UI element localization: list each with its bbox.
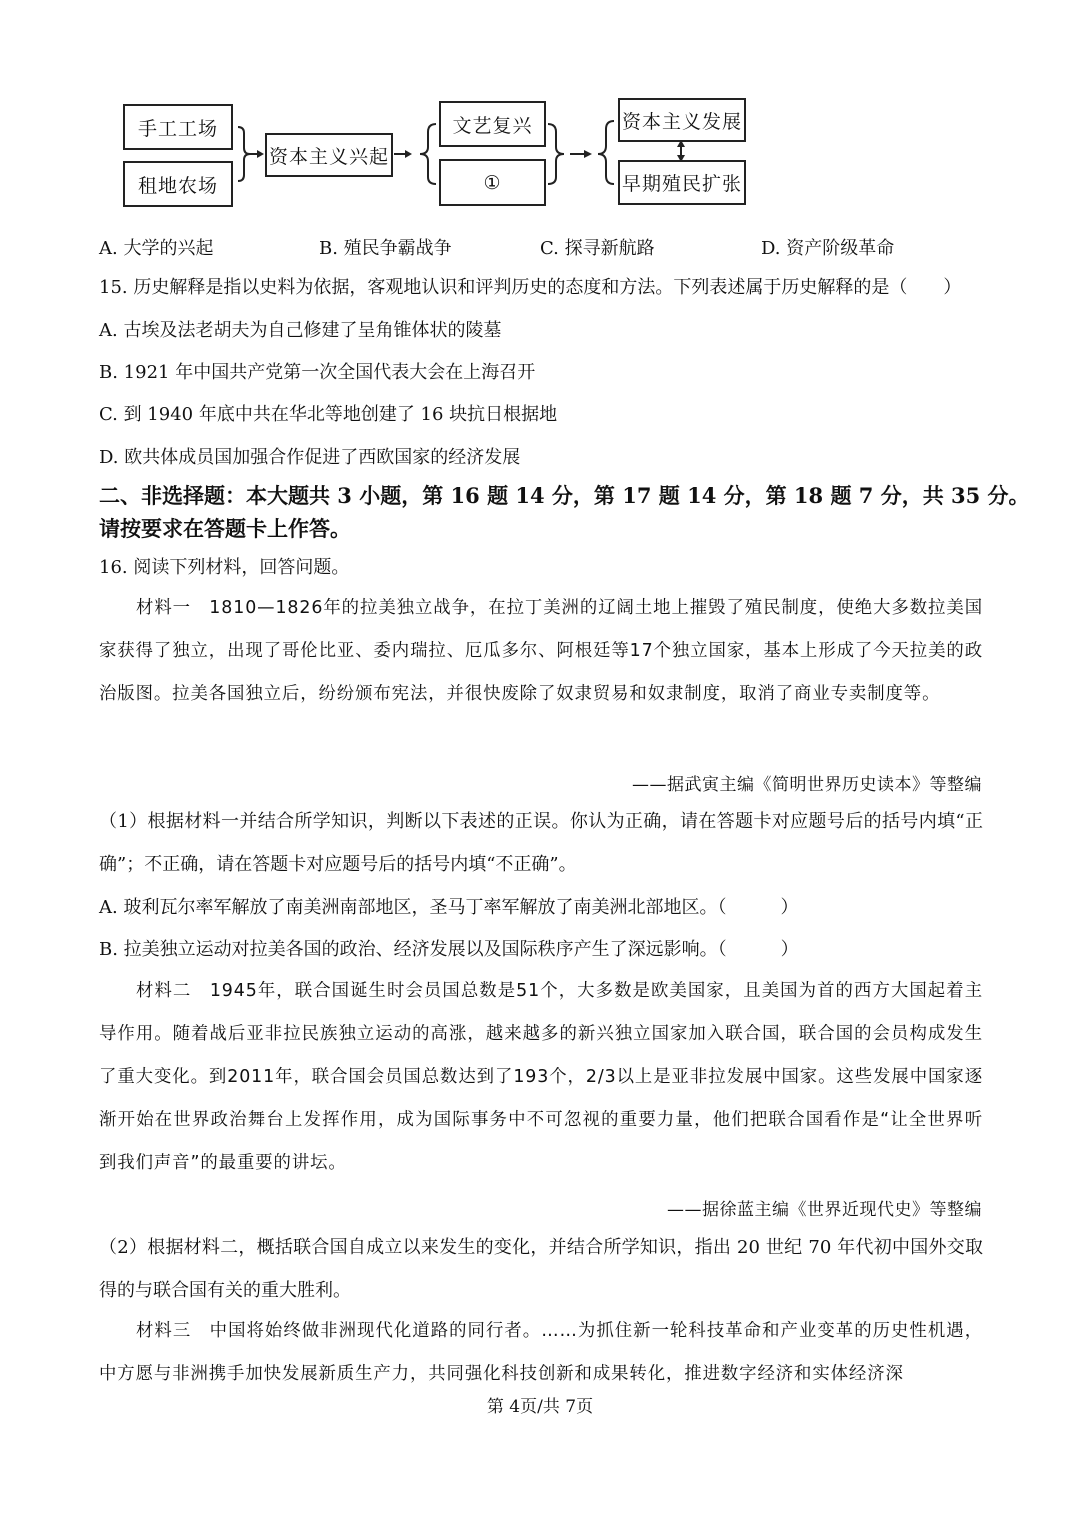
- q16-sub1-statement-b: B. 拉美独立运动对拉美各国的政治、经济发展以及国际秩序产生了深远影响。（ ）: [99, 939, 799, 960]
- flow-diagram: [0, 0, 1080, 220]
- q16-sub1-statement-a: A. 玻利瓦尔率军解放了南美洲南部地区，圣马丁率军解放了南美洲北部地区。（ ）: [99, 897, 799, 918]
- section2-heading-line1: 二、非选择题：本大题共 3 小题，第 16 题 14 分，第 17 题 14 分，第 18 题 7 分，共 35 分。: [99, 483, 1030, 508]
- box-capitalism-rise: 资本主义兴起: [265, 133, 393, 177]
- q15-option-b: B. 1921 年中国共产党第一次全国代表大会在上海召开: [99, 362, 536, 383]
- box-early-colonial-expansion: 早期殖民扩张: [618, 160, 746, 205]
- q14-option-a: A. 大学的兴起: [99, 238, 214, 259]
- q16-sub2: （2）根据材料二，概括联合国自成立以来发生的变化，并结合所学知识，指出 20 世纪 70 年代初中国外交取得的与联合国有关的重大胜利。: [99, 1237, 983, 1301]
- box-leased-farm: 租地农场: [123, 161, 233, 207]
- q15-option-d: D. 欧共体成员国加强合作促进了西欧国家的经济发展: [99, 447, 521, 468]
- material-1-source: ——据武寅主编《简明世界历史读本》等整编: [632, 775, 982, 795]
- q14-option-b: B. 殖民争霸战争: [319, 238, 452, 259]
- q15-stem: 15. 历史解释是指以史料为依据，客观地认识和评判历史的态度和方法。下列表述属于历史解释的是（ ）: [99, 277, 962, 298]
- box-renaissance: 文艺复兴: [439, 101, 546, 147]
- page-footer: 第 4页/共 7页: [486, 1397, 594, 1417]
- material-3: 材料三 中国将始终做非洲现代化道路的同行者。……为抓住新一轮科技革命和产业变革的历史性机遇，中方愿与非洲携手加快发展新质生产力，共同强化科技创新和成果转化，推进数字经济和实体经济深: [99, 1321, 983, 1384]
- q14-options: [99, 234, 999, 258]
- section2-heading-line2: 请按要求在答题卡上作答。: [99, 516, 351, 541]
- q14-option-d: D. 资产阶级革命: [761, 238, 895, 259]
- box-capitalism-development: 资本主义发展: [618, 98, 746, 142]
- q15-option-c: C. 到 1940 年底中共在华北等地创建了 16 块抗日根据地: [99, 404, 558, 425]
- box-handicraft-workshop: 手工工场: [123, 104, 233, 150]
- q15-option-a: A. 古埃及法老胡夫为自己修建了呈角锥体状的陵墓: [99, 320, 502, 341]
- material-2: 材料二 1945年，联合国诞生时会员国总数是51个，大多数是欧美国家，且美国为首的西方大国起着主导作用。随着战后亚非拉民族独立运动的高涨，越来越多的新兴独立国家加入联合国，联合国的会员构成发生了重大变化。到2011年，联合国会员国总数达到了193个，2/3以上是亚非拉发展中国家。这些发展中国家逐渐开始在世界政治舞台上发挥作用，成为国际事务中不可忽视的重要力量，他们把联合国看作是“让全世界听到我们声音”的最重要的讲坛。: [99, 981, 983, 1173]
- q14-option-c: C. 探寻新航路: [540, 238, 655, 259]
- q16-sub1: （1）根据材料一并结合所学知识，判断以下表述的正误。你认为正确，请在答题卡对应题号后的括号内填“正确”；不正确，请在答题卡对应题号后的括号内填“不正确”。: [99, 811, 983, 875]
- material-1: 材料一 1810—1826年的拉美独立战争，在拉丁美洲的辽阔土地上摧毁了殖民制度，使绝大多数拉美国家获得了独立，出现了哥伦比亚、委内瑞拉、厄瓜多尔、阿根廷等17个独立国家，基本上形成了今天拉美的政治版图。拉美各国独立后，纷纷颁布宪法，并很快废除了奴隶贸易和奴隶制度，取消了商业专卖制度等。: [99, 598, 983, 704]
- q16-stem: 16. 阅读下列材料，回答问题。: [99, 557, 350, 578]
- box-blank-1: ①: [439, 159, 546, 206]
- material-2-source: ——据徐蓝主编《世界近现代史》等整编: [667, 1200, 982, 1220]
